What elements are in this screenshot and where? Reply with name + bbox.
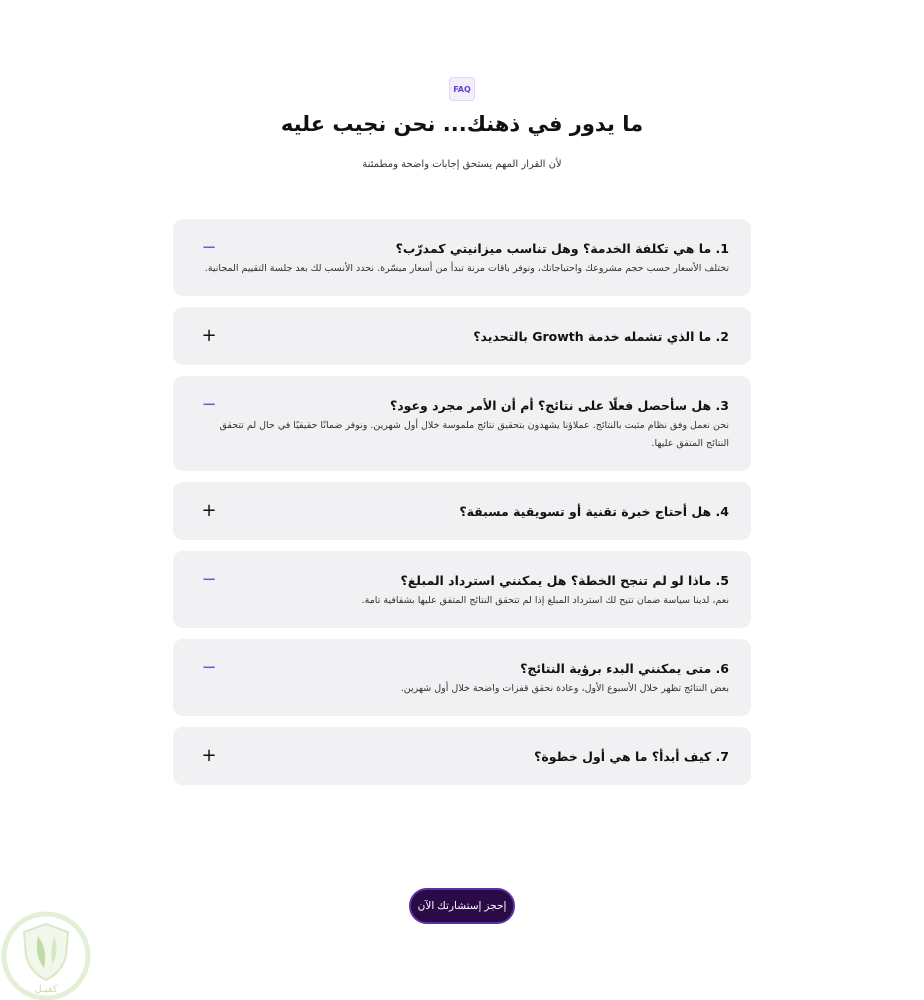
faq-question: 4. هل أحتاج خبرة تقنية أو تسويقية مسبقة؟ (459, 503, 729, 519)
expand-plus-icon[interactable]: + (201, 500, 217, 521)
faq-item-1[interactable] (173, 219, 751, 296)
faq-answer: نعم، لدينا سياسة ضمان تتيح لك استرداد المبلغ إذا لم تتحقق النتائج المتفق عليها بشفافية تامة. (361, 595, 729, 606)
collapse-minus-icon[interactable]: − (201, 569, 217, 590)
faq-list (173, 219, 751, 785)
faq-question: 5. ماذا لو لم تنجح الخطة؟ هل يمكنني استرداد المبلغ؟ (400, 572, 729, 588)
shield-logo-icon (0, 910, 94, 1000)
faq-question: 2. ما الذي تشمله خدمة Growth بالتحديد؟ (473, 328, 729, 344)
faq-item-7[interactable] (173, 727, 751, 785)
faq-item-3[interactable] (173, 376, 751, 471)
faq-question: 7. كيف أبدأ؟ ما هي أول خطوة؟ (534, 748, 729, 764)
faq-header[interactable] (197, 307, 729, 365)
faq-item-4[interactable] (173, 482, 751, 540)
expand-plus-icon[interactable]: + (201, 745, 217, 766)
collapse-minus-icon[interactable]: − (201, 657, 217, 678)
collapse-minus-icon[interactable]: − (201, 237, 217, 258)
page-subtitle: لأن القرار المهم يستحق إجابات واضحة ومطمئنة (362, 159, 562, 170)
faq-header[interactable] (197, 727, 729, 785)
book-consultation-button[interactable]: إحجز إستشارتك الآن (409, 888, 515, 924)
faq-question: 6. متى يمكنني البدء برؤية النتائج؟ (520, 660, 729, 676)
faq-item-6[interactable] (173, 639, 751, 716)
faq-answer: نحن نعمل وفق نظام مثبت بالنتائج. عملاؤنا يشهدون بتحقيق نتائج ملموسة خلال أول شهرين. ونوفر ضمانًا حقيقيًا في حال لم تتحقق النتائج المتفق عليها. (219, 420, 729, 449)
faq-item-2[interactable] (173, 307, 751, 365)
faq-badge: FAQ (449, 77, 475, 101)
watermark-logo (0, 910, 94, 1000)
page-title: ما يدور في ذهنك... نحن نجيب عليه (280, 112, 644, 136)
faq-header[interactable] (197, 482, 729, 540)
expand-plus-icon[interactable]: + (201, 325, 217, 346)
faq-question: 3. هل سأحصل فعلًا على نتائج؟ أم أن الأمر مجرد وعود؟ (390, 397, 729, 413)
watermark-text: كفيـل (34, 984, 58, 995)
faq-answer: تختلف الأسعار حسب حجم مشروعك واحتياجاتك، ونوفر باقات مرنة تبدأ من أسعار ميسّرة. نحدد الأنسب لك بعد جلسة التقييم المجانية. (204, 263, 729, 274)
faq-question: 1. ما هي تكلفة الخدمة؟ وهل تناسب ميزانيتي كمدرّب؟ (395, 240, 729, 256)
faq-item-5[interactable] (173, 551, 751, 628)
collapse-minus-icon[interactable]: − (201, 394, 217, 415)
faq-answer: بعض النتائج تظهر خلال الأسبوع الأول، وعادة نحقق قفزات واضحة خلال أول شهرين. (400, 683, 729, 694)
